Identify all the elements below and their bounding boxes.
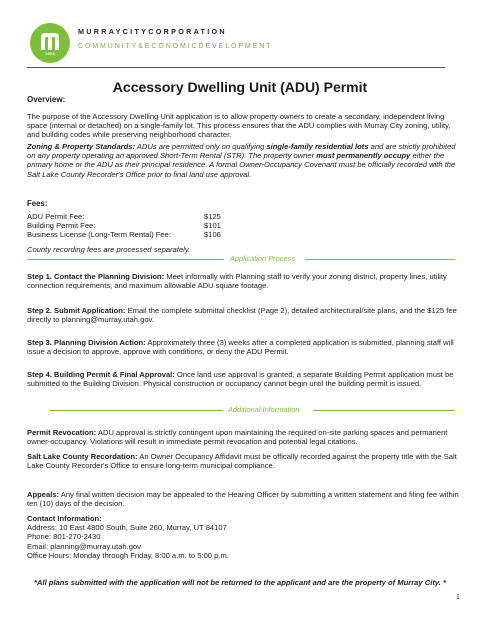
standards-emphasis-1: single-family residential lots: [266, 142, 369, 151]
info-label: Permit Revocation:: [27, 428, 97, 437]
header-divider: [27, 67, 445, 68]
fee-amount: $125: [204, 212, 221, 221]
permit-revocation: [27, 428, 459, 446]
contact-hours: Office Hours: Monday through Friday, 8:00 a.m. to 5:00 p.m.: [27, 550, 229, 560]
step-3: [27, 338, 459, 356]
fee-name: Business License (Long-Term Rental) Fee:: [27, 230, 171, 239]
page-number: 1: [456, 594, 460, 601]
contact-email[interactable]: Email: planning@murray.utah.gov: [27, 541, 141, 551]
info-text: An Owner Occupancy Affidavit must be offically recorded against the property title with the Salt Lake County Recorder's Office to ensure long-term municipal compliance.: [27, 452, 457, 471]
fees-note: County recording fees are processed separately.: [27, 245, 191, 254]
department-name: COMMUNITY&ECONOMICDEVELOPMENT: [78, 43, 273, 50]
step-text: Meet informally with Planning staff to verify your zoning district, property lines, utility connection requirements, and maximum allowable ADU square footage.: [27, 272, 447, 291]
fee-name: ADU Permit Fee:: [27, 212, 85, 221]
step-label: Step 1. Contact the Planning Division:: [27, 272, 165, 281]
step-text: Approximately three (3) weeks after a completed application is submitted, planning staff will issue a decision to approve, approve with conditions, or deny the ADU Permit.: [27, 338, 454, 357]
section-heading-additional-information: Additional Information: [228, 405, 300, 414]
standards-text-3: either the primary home or the ADU as their principal residence. A formal Owner-Occupancy Covenant must be officially recorded with the Salt Lake County Recorder's Office prior to final land use approval.: [27, 151, 456, 179]
standards-emphasis-2: must permanently occupy: [316, 151, 411, 161]
contact-information: [27, 514, 459, 560]
step-text: Once land use approval is granted, a separate Building Permit application must be submitted to the Building Division. Physical construction or occupancy cannot begin until the building permit is issued.: [27, 370, 454, 389]
contact-address: Address: 10 East 4800 South, Suite 260, Murray, UT 84107: [27, 523, 227, 533]
logo-m-mark-icon: [30, 23, 70, 63]
footer-note: *All plans submitted with the application will not be returned to the applicant and are the property of Murray City. *: [34, 578, 446, 587]
step-label: Step 2. Submit Application:: [27, 306, 126, 315]
info-label: Salt Lake County Recordation:: [27, 452, 138, 461]
contact-label: Contact Information:: [27, 514, 102, 523]
step-4: [27, 370, 459, 388]
overview-label: Overview:: [27, 95, 66, 104]
info-text: Any final written decision may be appealed to the Hearing Officer by submitting a written statement and filing fee within ten (10) days of the decision.: [27, 490, 459, 509]
step-1: [27, 272, 459, 290]
page-title: Accessory Dwelling Unit (ADU) Permit: [112, 79, 368, 95]
fee-amount: $106: [204, 230, 221, 239]
county-recordation: [27, 452, 459, 470]
section-heading-application-process: Application Process: [230, 254, 295, 263]
appeals: [27, 490, 459, 508]
section-divider-left: [49, 410, 223, 411]
standards-text-1: ADUs are permitted only on qualifying: [135, 142, 267, 151]
standards-text-2: and are strictly prohibited on any property operating an approved Short-Term Rental (STR). The property owner: [27, 142, 456, 161]
contact-phone: Phone: 801-270-2430: [27, 532, 101, 542]
zoning-standards-label: Zoning & Property Standards:: [27, 142, 136, 151]
step-2: [27, 306, 459, 324]
logo-year: 1903: [44, 51, 56, 56]
step-label: Step 3. Planning Division Action:: [27, 338, 146, 347]
fees-label: Fees:: [27, 199, 48, 208]
info-text: ADU approval is strictly contingent upon maintaining the required on-site parking spaces and permanent owner-occupancy. Violations will result in immediate permit revocation and potential legal citations.: [27, 428, 448, 447]
organization-name: MURRAYCITYCORPORATION: [78, 27, 227, 36]
murray-city-logo: [30, 23, 70, 63]
step-label: Step 4. Building Permit & Final Approval:: [27, 370, 175, 379]
zoning-standards-paragraph: [27, 142, 459, 179]
section-divider-right: [305, 259, 455, 260]
step-text: Email the complete submittal checklist (Page 2), detailed architectural/site plans, and the $125 fee directly to planning@murray.utah.gov.: [27, 306, 457, 325]
section-divider-right: [313, 410, 455, 411]
overview-paragraph: The purpose of the Accessory Dwelling Unit application is to allow property owners to create a secondary, independent living space (internal or detached) on a single-family lot. This process ensures that the ADU complies with Murray City zoning, utility, and building codes while preserving neighborhood character.: [27, 112, 451, 140]
info-label: Appeals:: [27, 490, 60, 499]
fee-name: Building Permit Fee:: [27, 221, 96, 230]
fee-amount: $101: [204, 221, 221, 230]
section-divider-left: [27, 259, 224, 260]
